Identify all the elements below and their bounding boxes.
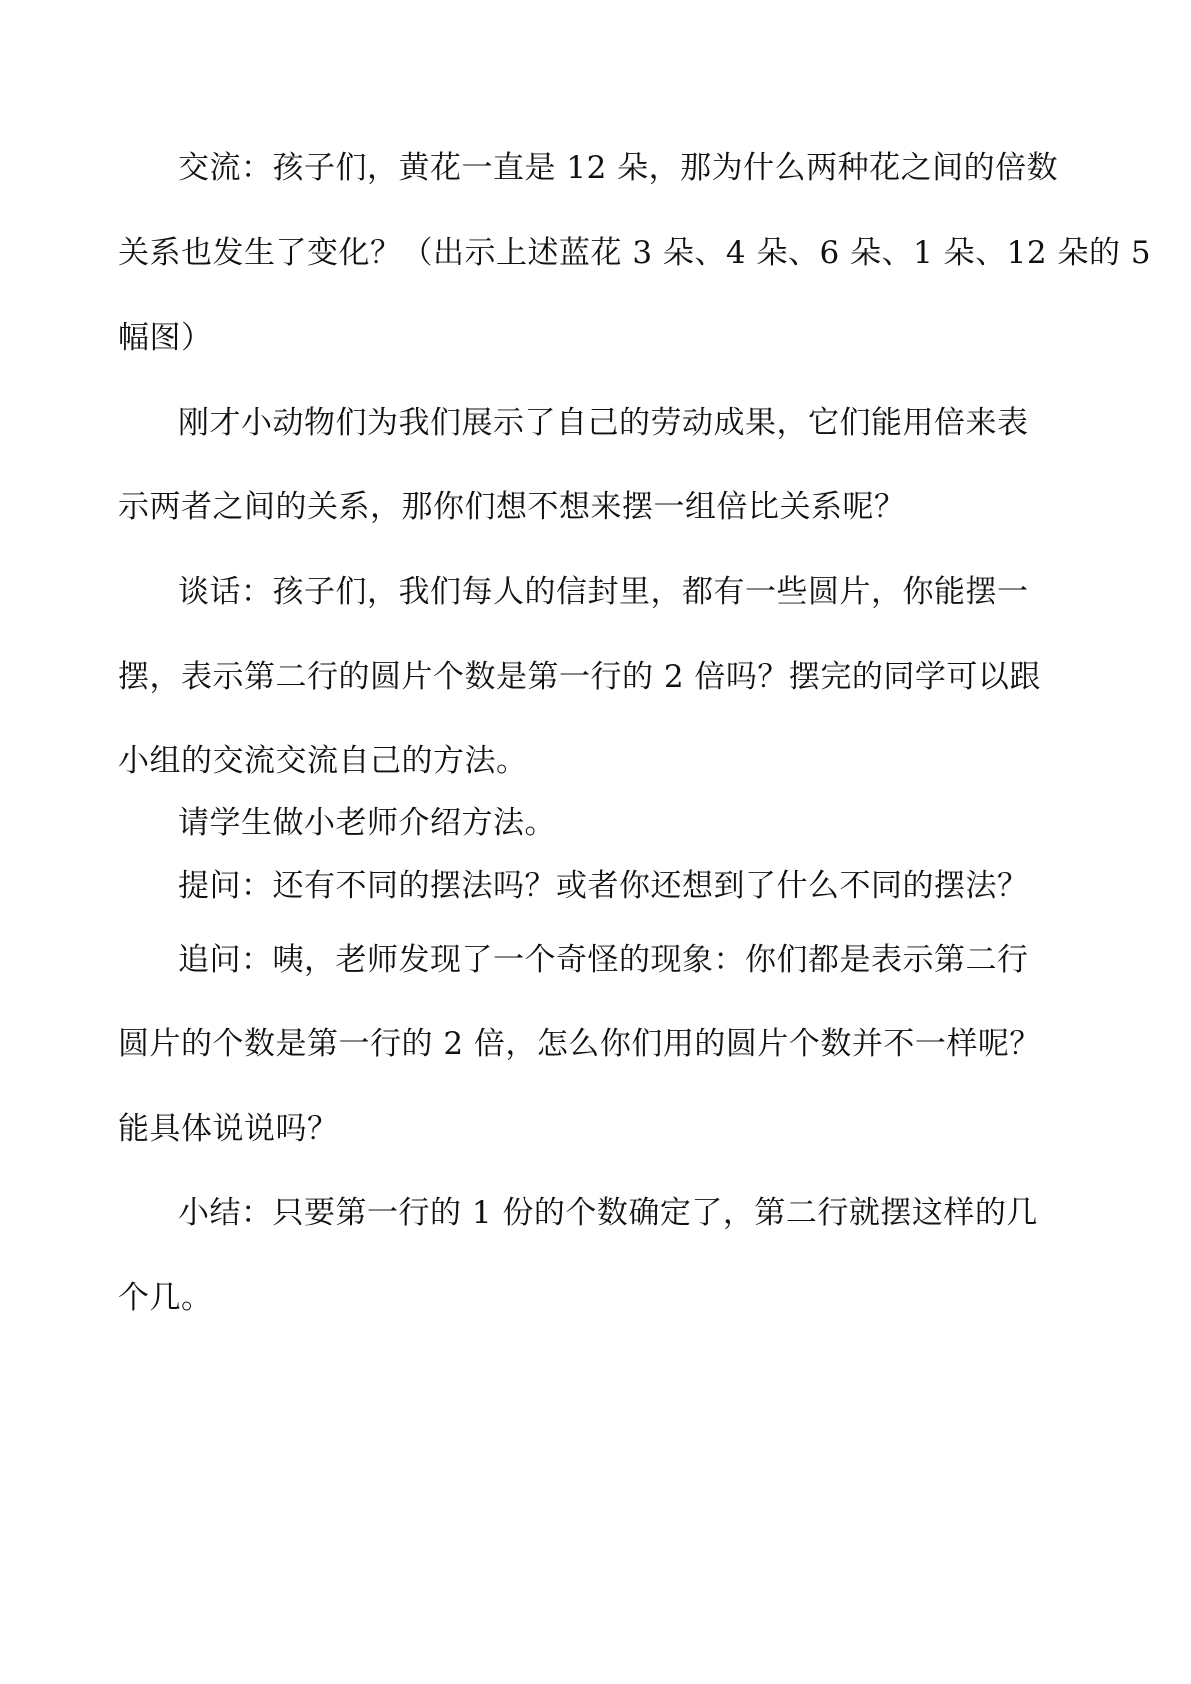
text-line: 个几。 [118, 1280, 213, 1316]
text-line: 圆片的个数是第一行的 2 倍，怎么你们用的圆片个数并不一样呢？ [118, 1026, 1041, 1062]
text-line: 刚才小动物们为我们展示了自己的劳动成果，它们能用倍来表 [178, 405, 1029, 441]
text-line: 摆，表示第二行的圆片个数是第一行的 2 倍吗？摆完的同学可以跟 [118, 659, 1041, 695]
text-line: 提问：还有不同的摆法吗？或者你还想到了什么不同的摆法？ [178, 868, 1029, 904]
text-line: 追问：咦，老师发现了一个奇怪的现象：你们都是表示第二行 [178, 942, 1029, 978]
text-line: 谈话：孩子们，我们每人的信封里，都有一些圆片，你能摆一 [178, 574, 1029, 610]
text-line: 关系也发生了变化？（出示上述蓝花 3 朵、4 朵、6 朵、1 朵、12 朵的 5 [118, 235, 1152, 271]
text-line: 能具体说说吗？ [118, 1111, 339, 1147]
text-line: 请学生做小老师介绍方法。 [178, 805, 556, 841]
text-line: 小组的交流交流自己的方法。 [118, 743, 528, 779]
text-line: 示两者之间的关系，那你们想不想来摆一组倍比关系呢？ [118, 489, 906, 525]
text-line: 交流：孩子们，黄花一直是 12 朵，那为什么两种花之间的倍数 [178, 150, 1059, 186]
text-line: 幅图） [118, 320, 213, 356]
text-line: 小结：只要第一行的 1 份的个数确定了，第二行就摆这样的几 [178, 1195, 1038, 1231]
